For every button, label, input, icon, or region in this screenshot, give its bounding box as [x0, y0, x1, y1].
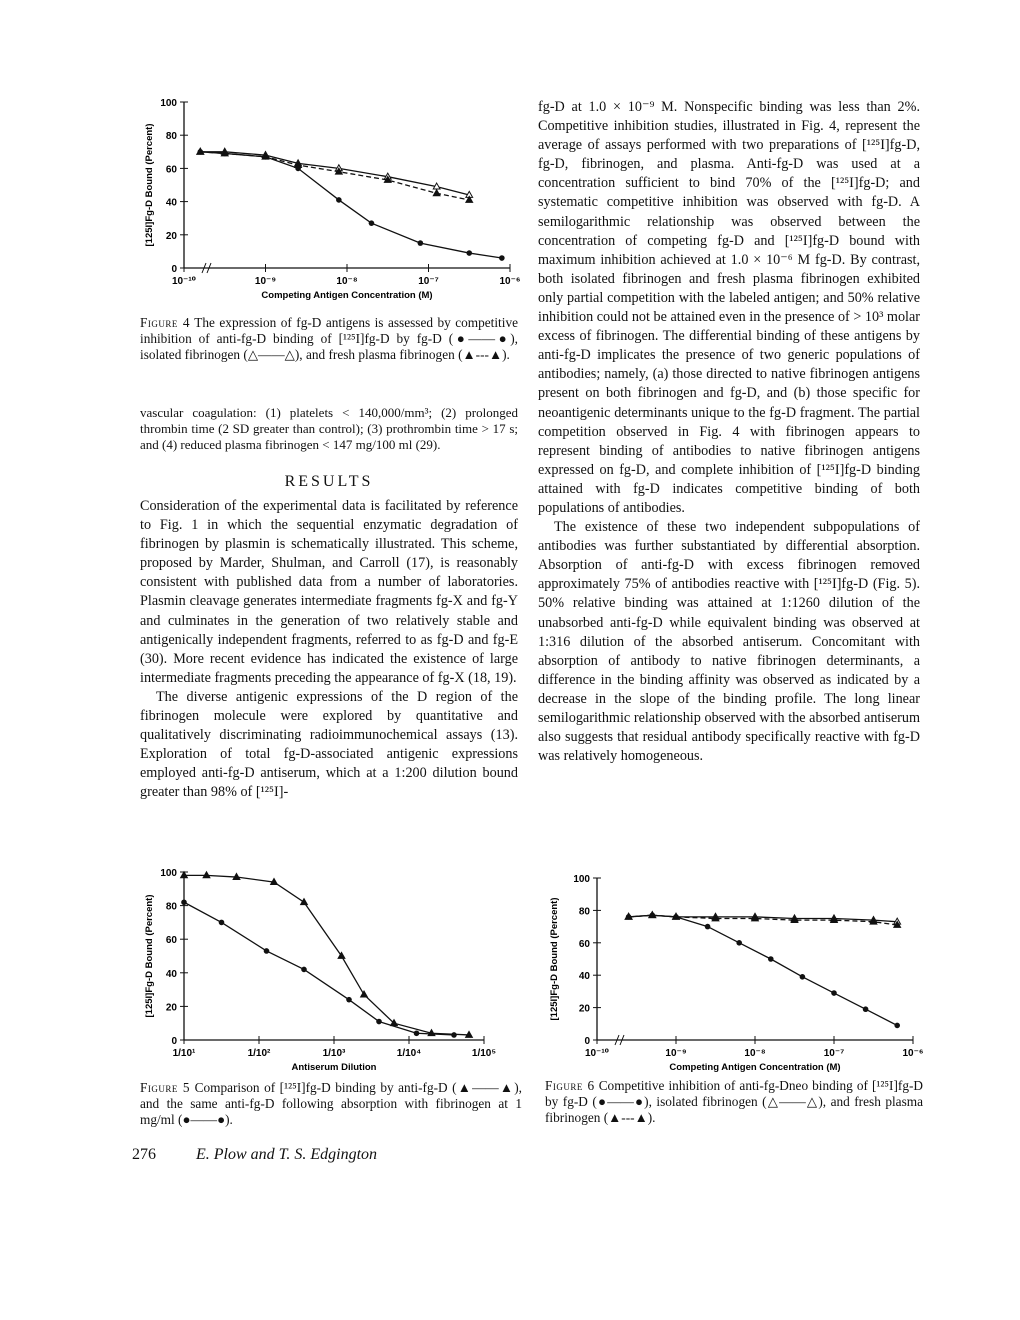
fig5-series-line-1 — [184, 902, 454, 1035]
fig5-y-tick-label: 20 — [165, 1002, 177, 1014]
fig5-data-point — [414, 1030, 420, 1036]
fig5-data-point — [451, 1032, 457, 1038]
fig6-x-tick-label: 10⁻⁷ — [823, 1048, 845, 1059]
fig6-x-tick-label: 10⁻⁶ — [902, 1048, 924, 1059]
fig4-x-tick-label: 10⁻¹⁰ — [171, 276, 197, 287]
figure-6-caption — [545, 1078, 923, 1127]
fig4-y-tick-label: 0 — [171, 264, 177, 275]
left-column-body — [140, 497, 518, 803]
fig6-data-point — [894, 1023, 900, 1029]
fig4-series-line-2 — [200, 152, 469, 200]
figure-5-caption-text: Comparison of [¹²⁵I]fg-D binding by anti-fg-D (▲——▲), and the same anti-fg-D following absorption with fibrinogen at 1 mg/ml (●——●). — [140, 1080, 522, 1128]
fig5-x-tick-label: 1/10⁴ — [396, 1048, 422, 1059]
fig6-x-axis-label: Competing Antigen Concentration (M) — [669, 1062, 841, 1073]
section-heading: RESULTS — [284, 473, 374, 490]
fig5-data-point — [181, 899, 187, 905]
fig4-y-axis-label: [125I]Fg-D Bound (Percent) — [144, 123, 155, 247]
fig6-x-tick-label: 10⁻⁸ — [744, 1048, 766, 1059]
fig6-x-tick-label: 10⁻⁹ — [665, 1048, 687, 1059]
fig5-y-axis-label: [125I]Fg-D Bound (Percent) — [144, 894, 155, 1018]
right-column-body — [538, 98, 920, 766]
fig6-x-tick-label: 10⁻¹⁰ — [584, 1048, 610, 1059]
fig5-x-tick-label: 1/10³ — [322, 1048, 346, 1059]
figure-6-chart — [545, 870, 925, 1080]
fig4-data-point — [466, 250, 472, 256]
fig6-y-tick-label: 40 — [578, 971, 590, 983]
fig6-data-point — [768, 956, 774, 962]
fig5-data-point — [376, 1019, 382, 1025]
page-number: 276 — [132, 1146, 156, 1163]
figure-4-caption-text: The expression of fg-D antigens is assessed by competitive inhibition of anti-fg-D binding of [¹²⁵I]fg-D by fg-D (●——●), isolated fibrinogen (△——△), and fresh plasma fibrinogen (▲---▲). — [140, 315, 518, 363]
fig4-y-tick-label: 40 — [165, 197, 177, 209]
fig4-y-tick-label: 100 — [160, 98, 177, 109]
fig6-y-tick-label: 100 — [573, 874, 590, 885]
fig5-y-tick-label: 80 — [165, 901, 177, 913]
figure-4-caption-label: Figure 4 — [140, 315, 191, 330]
fig6-y-tick-label: 80 — [578, 906, 590, 918]
fig5-x-tick-label: 1/10⁵ — [471, 1048, 497, 1059]
fig5-data-point — [301, 899, 308, 905]
fig6-y-axis-label: [125I]Fg-D Bound (Percent) — [549, 897, 560, 1021]
criteria-text: vascular coagulation: (1) platelets < 140,000/mm³; (2) prolonged thrombin time (2 SD greater than control); (3) prothrombin time > 17 s; and (4) reduced plasma fibrinogen < 147 mg/100 ml (29). — [140, 405, 518, 452]
fig5-y-tick-label: 100 — [160, 868, 177, 879]
fig5-y-tick-label: 40 — [165, 968, 177, 980]
fig5-x-tick-label: 1/10² — [247, 1048, 271, 1059]
fig5-series-line-0 — [184, 875, 469, 1035]
fig4-x-tick-label: 10⁻⁹ — [254, 276, 277, 287]
fig6-data-point — [736, 940, 742, 946]
fig6-data-point — [831, 990, 837, 996]
fig4-series-line-0 — [200, 152, 502, 258]
fig6-data-point — [800, 974, 806, 980]
fig6-y-tick-label: 20 — [578, 1003, 590, 1015]
fig6-series-line-0 — [629, 915, 898, 1025]
fig4-data-point — [369, 220, 375, 226]
fig5-y-tick-label: 0 — [171, 1036, 177, 1047]
left-paragraph-2: The diverse antigenic expressions of the D region of the fibrinogen molecule were explored by quantitative and qualitatively discriminating radioimmunochemical assays (13). Exploration of total fg-D-associated antigenic expressions employed anti-fg-D antiserum, which at a 1:200 dilution bound greater than 98% of [¹²⁵I]- — [140, 688, 518, 801]
figure-5-chart — [140, 860, 520, 1080]
figure-6-caption-text: Competitive inhibition of anti-fg-Dneo binding of [¹²⁵I]fg-D by fg-D (●——●), isolated fibrinogen (△——△), and fresh plasma fibrinogen (▲---▲). — [545, 1078, 923, 1126]
fig4-x-tick-label: 10⁻⁷ — [418, 276, 439, 287]
fig5-data-point — [264, 948, 270, 954]
fig4-x-axis-label: Competing Antigen Concentration (M) — [261, 290, 433, 301]
fig6-data-point — [705, 924, 711, 930]
fig5-data-point — [361, 991, 368, 997]
footer-authors: E. Plow and T. S. Edgington — [196, 1146, 378, 1163]
figure-5-caption-label: Figure 5 — [140, 1080, 191, 1095]
fig6-y-tick-label: 0 — [584, 1036, 590, 1047]
fig6-y-tick-label: 60 — [578, 938, 590, 950]
fig5-y-tick-label: 60 — [165, 935, 177, 947]
fig5-data-point — [219, 920, 225, 926]
fig4-x-tick-label: 10⁻⁸ — [336, 276, 358, 287]
fig6-data-point — [863, 1006, 869, 1012]
figure-4-caption — [140, 315, 518, 364]
left-paragraph-1: Consideration of the experimental data is facilitated by reference to Fig. 1 in which the sequential enzymatic degradation of fibrinogen by plasmin is schematically illustrated. This scheme, proposed by Marder, Shulman, and Carroll (17), is reasonably consistent with published data from a number of laboratories. Plasmin cleavage generates intermediate fragments fg-X and fg-Y and culminates in the generation of two relatively stable and antigenically independent fragments, referred to as fg-D and fg-E (30). More recent evidence has indicated the existence of large intermediate fragments preceding the appearance of fg-X (18, 19). — [140, 498, 518, 686]
figure-4 — [140, 90, 520, 310]
fig4-y-tick-label: 20 — [165, 230, 177, 242]
page-footer — [132, 1146, 632, 1164]
figure-5-caption — [140, 1080, 522, 1129]
figure-6 — [545, 870, 925, 1080]
fig5-x-tick-label: 1/10¹ — [172, 1048, 196, 1059]
fig4-data-point — [418, 240, 424, 246]
fig4-y-tick-label: 60 — [165, 164, 177, 176]
fig4-data-point — [499, 255, 505, 261]
right-paragraph-1: fg-D at 1.0 × 10⁻⁹ M. Nonspecific binding was less than 2%. Competitive inhibition studies, illustrated in Fig. 4, represent the average of assays performed with two preparations of [¹²⁵I]fg-D, fg-D, fibrinogen, and plasma. Anti-fg-D was used at a concentration sufficient to bind 70% of the [¹²⁵I]fg-D; and systematic competitive inhibition was observed with fg-D. A semilogarithmic relationship was observed between the concentration of competing fg-D and [¹²⁵I]fg-D bound with maximum inhibition achieved at 1.0 × 10⁻⁶ M fg-D. By contrast, both isolated fibrinogen and fresh plasma fibrinogen exhibited only partial competition with the labeled antigen; and 50% relative inhibition could not be attained even in the presence of > 10³ molar excess of fibrinogen. The differential binding of these antigens by anti-fg-D implicates the presence of two generic populations of antibodies; namely, (a) those directed to native fibrinogen antigens present on both fibrinogen and fg-D, and (b) those specific for neoantigenic determinants unique to the fg-D fragment. The partial competition observed in Fig. 4 with fibrinogen appears to represent binding of antibodies to native fibrinogen antigens expressed on fg-D, and complete inhibition of [¹²⁵I]fg-D binding attained with fg-D indicates competitive binding of both populations of antibodies. — [538, 99, 920, 516]
right-paragraph-2: The existence of these two independent subpopulations of antibodies was further substantiated by differential absorption. Absorption of anti-fg-D with excess fibrinogen removed approximately 75% of antibodies reactive with [¹²⁵I]fg-D (Fig. 5). 50% relative binding was attained at 1:1260 dilution of the unabsorbed anti-fg-D while equivalent binding was observed at 1:316 dilution of the absorbed antiserum. Concomitant with absorption of antibody to native fibrinogen determinants, a difference in the binding affinity was observed as indicated by a decrease in the slope of the binding profile. The long linear semilogarithmic relationship observed with the absorbed antiserum also suggests that residual antibody specifically reactive with fg-D was relatively homogeneous. — [538, 519, 920, 765]
fig4-y-tick-label: 80 — [165, 131, 177, 143]
fig4-data-point — [336, 197, 342, 203]
figure-4-chart — [140, 90, 520, 310]
fig4-x-tick-label: 10⁻⁶ — [499, 276, 520, 287]
fig5-x-axis-label: Antiserum Dilution — [291, 1062, 377, 1073]
fig4-series-line-1 — [200, 152, 469, 195]
figure-5 — [140, 860, 520, 1080]
fig5-data-point — [301, 967, 307, 973]
fig5-data-point — [346, 997, 352, 1003]
fig4-data-point — [433, 190, 440, 196]
figure-6-caption-label: Figure 6 — [545, 1078, 595, 1093]
